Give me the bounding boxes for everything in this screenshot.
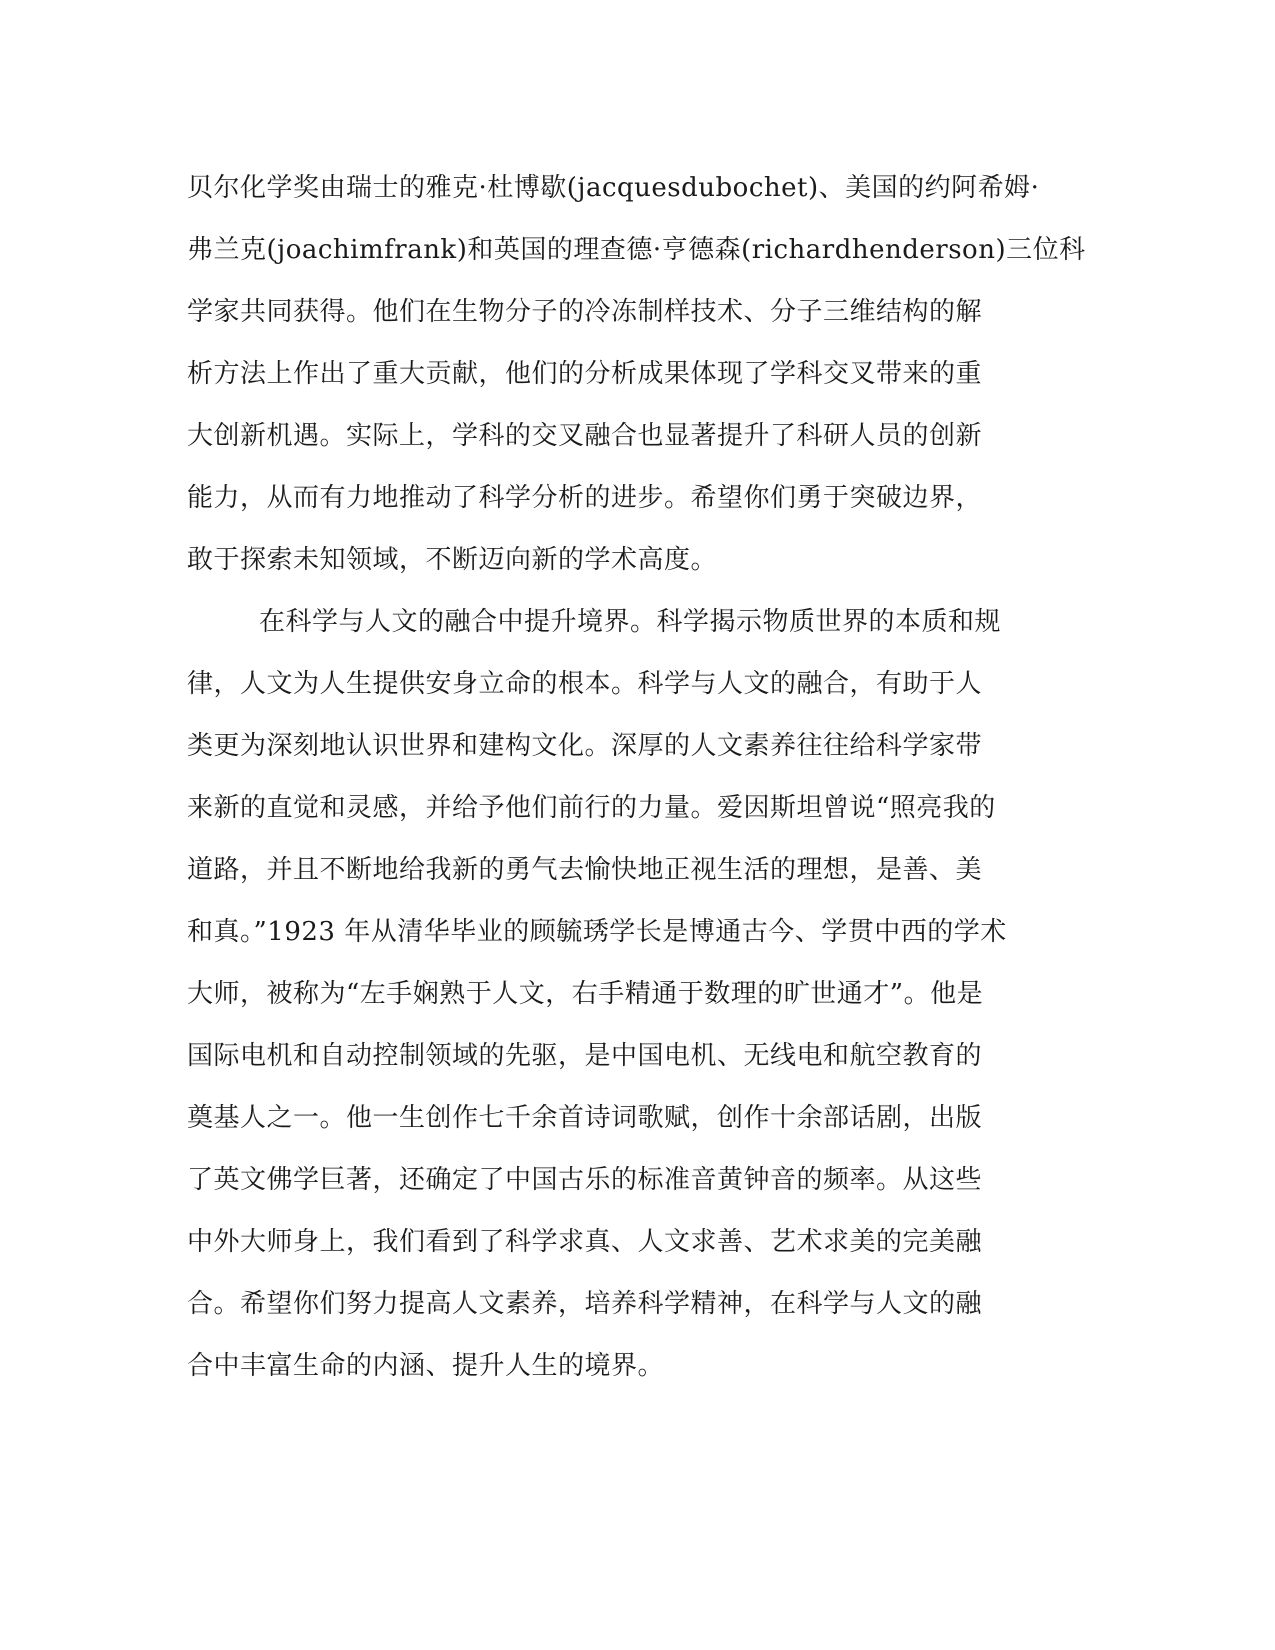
text-line: 类更为深刻地认识世界和建构文化。深厚的人文素养往往给科学家带 [187,731,983,761]
text-line: 在科学与人文的融合中提升境界。科学揭示物质世界的本质和规 [259,607,1002,637]
text-line: 了英文佛学巨著，还确定了中国古乐的标准音黄钟音的频率。从这些 [187,1165,983,1195]
text-line: 和真。”1923 年从清华毕业的顾毓琇学长是博通古今、学贯中西的学术 [187,917,1007,947]
text-line: 学家共同获得。他们在生物分子的冷冻制样技术、分子三维结构的解 [187,297,983,327]
text-line: 奠基人之一。他一生创作七千余首诗词歌赋，创作十余部话剧，出版 [187,1103,983,1133]
text-line: 合。希望你们努力提高人文素养，培养科学精神，在科学与人文的融 [187,1289,983,1319]
paragraph-1 [187,157,1087,591]
text-line: 析方法上作出了重大贡献，他们的分析成果体现了学科交叉带来的重 [187,359,983,389]
text-line: 来新的直觉和灵感，并给予他们前行的力量。爱因斯坦曾说“照亮我的 [187,793,996,823]
text-line: 道路，并且不断地给我新的勇气去愉快地正视生活的理想，是善、美 [187,855,983,885]
text-line: 合中丰富生命的内涵、提升人生的境界。 [187,1351,665,1381]
text-line: 大师，被称为“左手娴熟于人文，右手精通于数理的旷世通才”。他是 [187,979,984,1009]
paragraph-2 [187,591,1087,1459]
text-line [187,1397,1087,1459]
text-line: 敢于探索未知领域，不断迈向新的学术高度。 [187,545,718,575]
text-line: 大创新机遇。实际上，学科的交叉融合也显著提升了科研人员的创新 [187,421,983,451]
text-line: 贝尔化学奖由瑞士的雅克·杜博歇(jacquesdubochet)、美国的约阿希姆· [187,173,1040,203]
text-line: 中外大师身上，我们看到了科学求真、人文求善、艺术求美的完美融 [187,1227,983,1257]
text-line: 弗兰克(joachimfrank)和英国的理查德·亨德森(richardhenderson)三位科 [187,235,1086,265]
text-line: 国际电机和自动控制领域的先驱，是中国电机、无线电和航空教育的 [187,1041,983,1071]
text-line: 能力，从而有力地推动了科学分析的进步。希望你们勇于突破边界， [187,483,983,513]
body-text [187,157,1087,1459]
text-line: 律，人文为人生提供安身立命的根本。科学与人文的融合，有助于人 [187,669,983,699]
